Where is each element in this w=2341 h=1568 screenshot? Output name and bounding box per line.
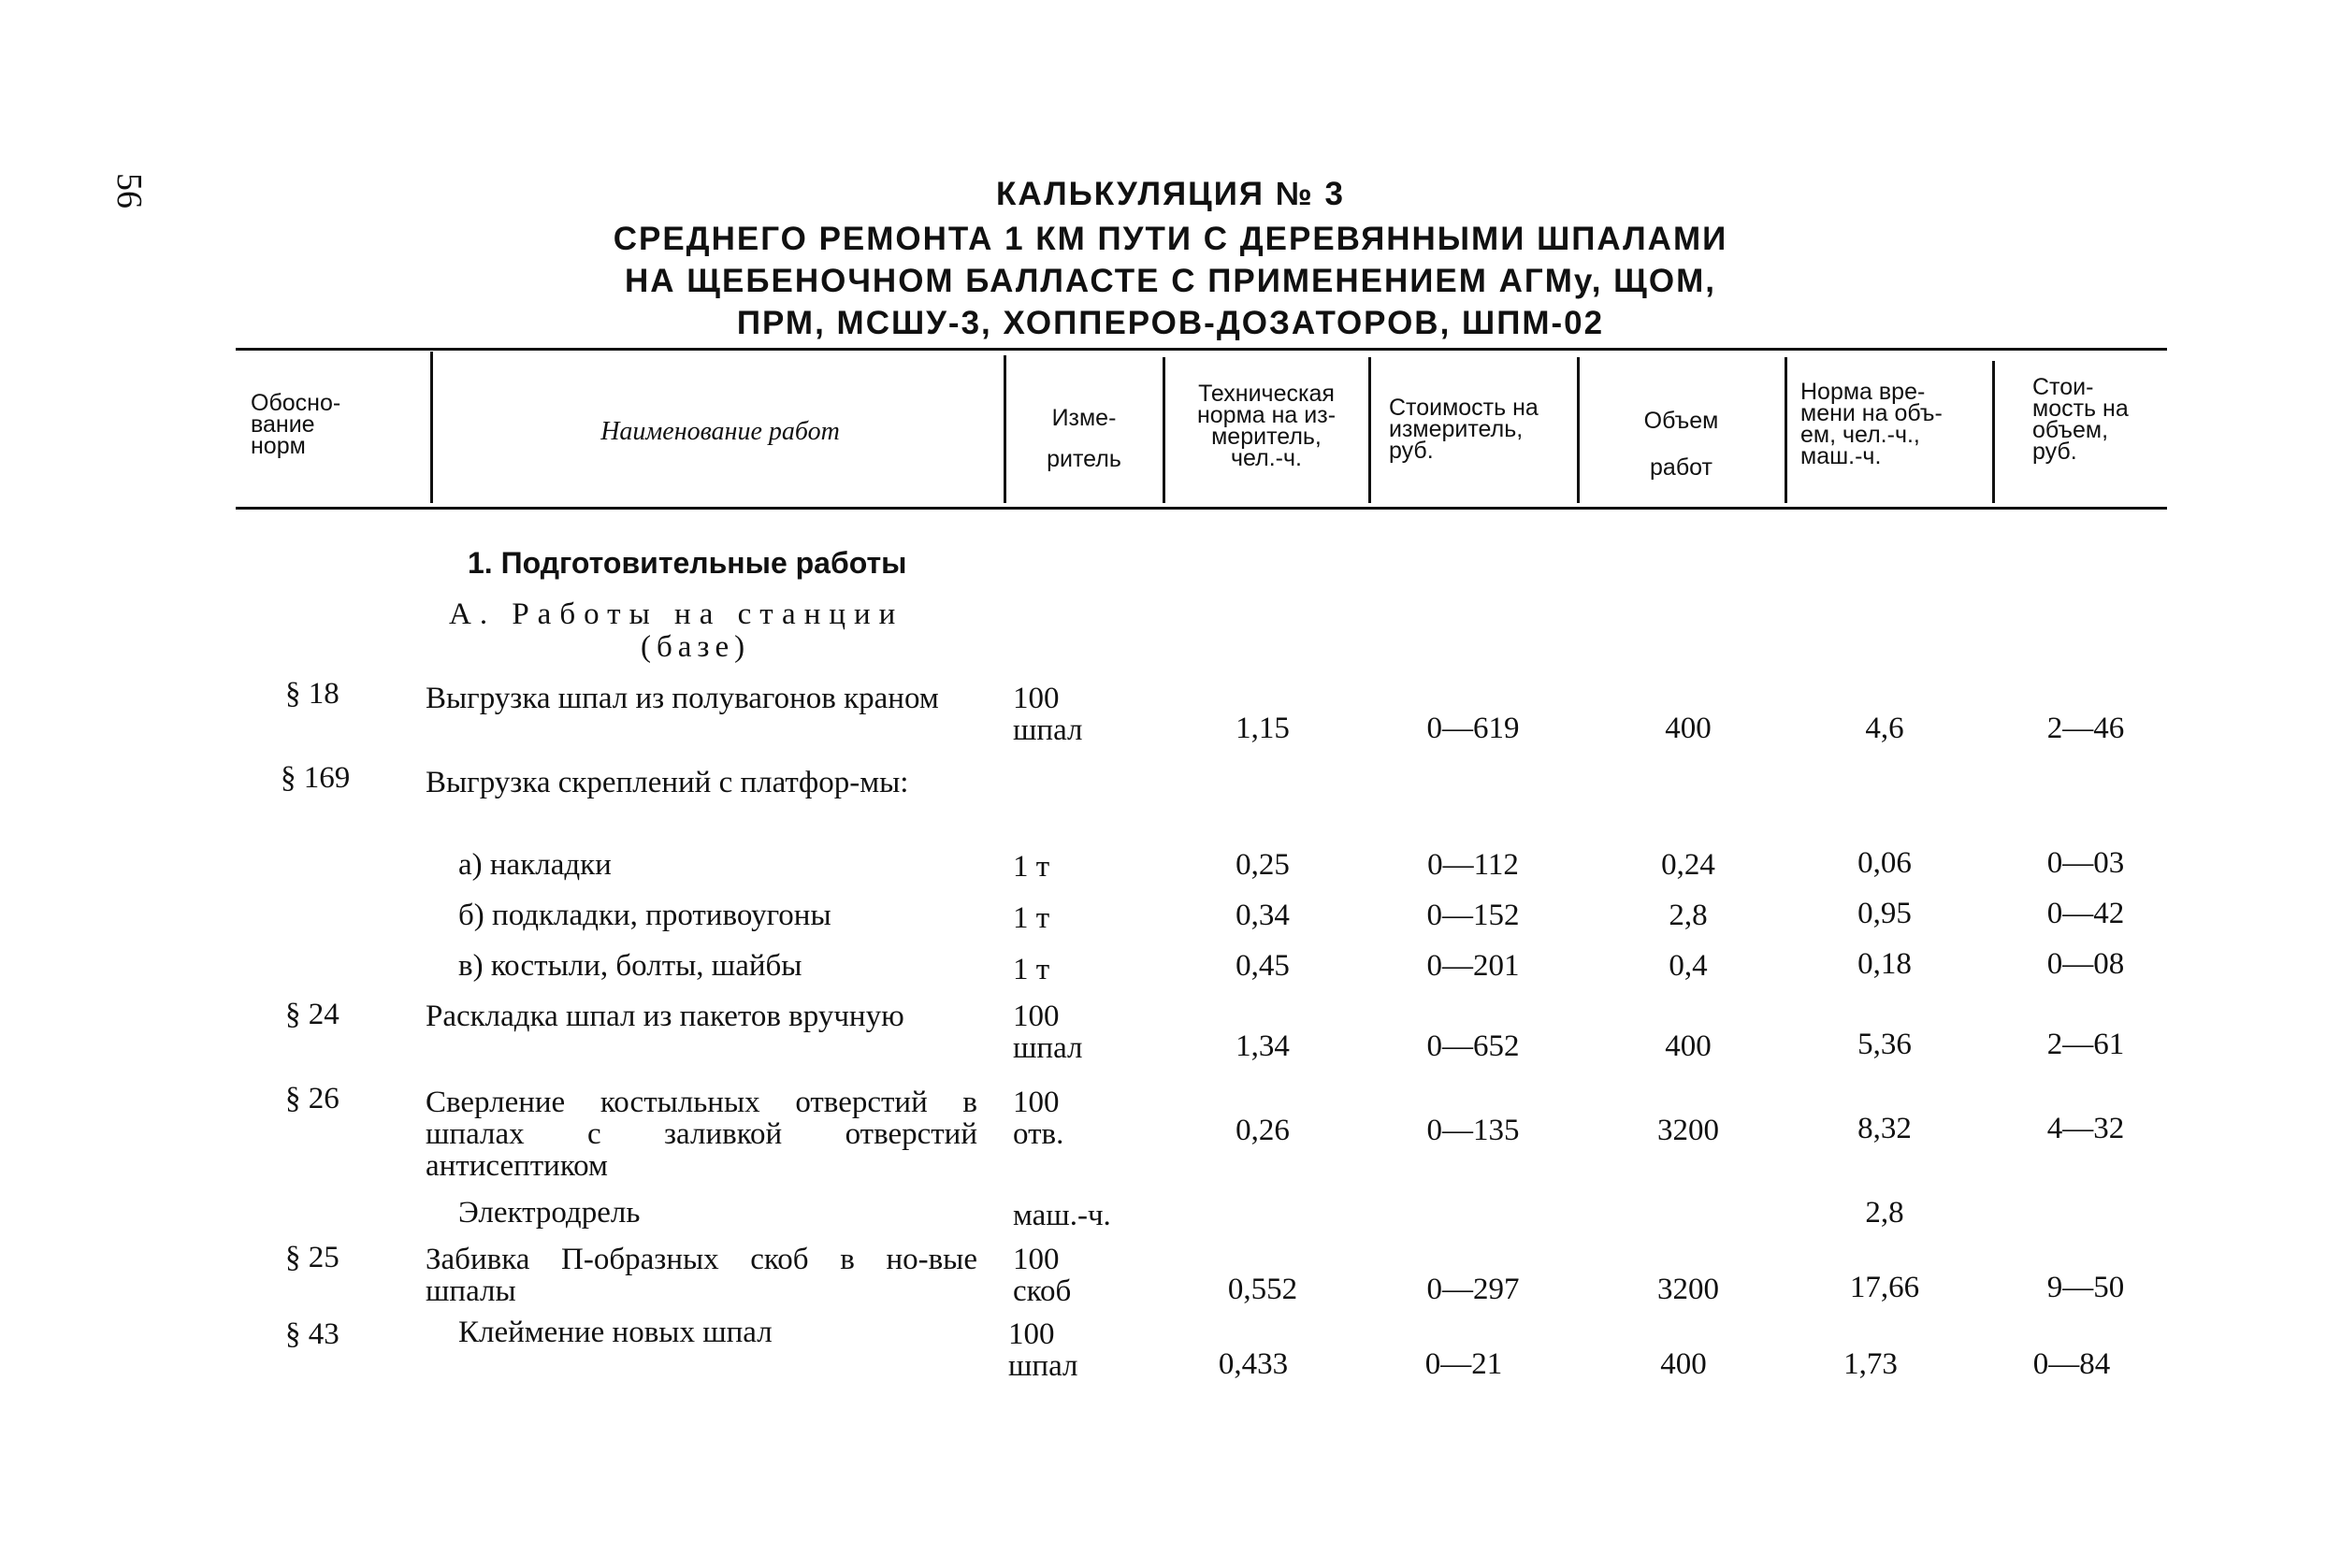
table-header-bottom-rule	[236, 507, 2167, 510]
document-title: КАЛЬКУЛЯЦИЯ № 3	[996, 176, 1345, 212]
row-time: 8,32	[1857, 1112, 1912, 1145]
row-total: 4—32	[2046, 1112, 2125, 1145]
row-cost: 0—112	[1427, 848, 1519, 882]
header-divider	[1368, 357, 1371, 503]
row-tech: 0,26	[1236, 1114, 1290, 1147]
row-tech: 0,433	[1218, 1347, 1289, 1381]
row-volume: 400	[1660, 1347, 1707, 1381]
row-work: Сверление костыльных отверстий в шпалах с заливкой отверстий антисептиком	[426, 1086, 977, 1183]
title-line-4: ПРМ, МСШУ-3, ХОППЕРОВ-ДОЗАТОРОВ, ШПМ-02	[736, 305, 1605, 341]
row-cost: 0—297	[1426, 1273, 1520, 1306]
row-total: 2—46	[2046, 712, 2125, 745]
row-tech: 1,34	[1236, 1029, 1290, 1063]
row-work: Выгрузка скреплений с платфор-мы:	[426, 766, 909, 799]
row-basis: § 18	[285, 677, 340, 711]
row-time: 2,8	[1865, 1196, 1904, 1230]
row-total: 0—84	[2032, 1347, 2111, 1381]
row-time: 5,36	[1857, 1028, 1912, 1061]
row-work: Электродрель	[458, 1196, 641, 1230]
row-unit: маш.-ч.	[1013, 1199, 1111, 1232]
header-basis: Обосно- вание норм	[251, 390, 341, 459]
row-work: Выгрузка шпал из полувагонов краном	[426, 682, 939, 715]
row-time: 4,6	[1865, 712, 1904, 745]
header-divider	[430, 352, 433, 503]
row-tech: 0,552	[1227, 1273, 1298, 1306]
row-total: 9—50	[2046, 1271, 2125, 1304]
row-unit: 100 шпал	[1008, 1317, 1078, 1383]
section-subheading-2: (базе)	[641, 630, 751, 664]
row-tech: 0,34	[1236, 899, 1290, 932]
row-basis: § 169	[281, 761, 351, 795]
row-unit: 1 т	[1013, 901, 1050, 935]
row-tech: 1,15	[1236, 712, 1290, 745]
section-heading: 1. Подготовительные работы	[468, 546, 907, 580]
row-total: 2—61	[2046, 1028, 2125, 1061]
row-time: 0,18	[1857, 947, 1912, 981]
header-time-norm: Норма вре- мени на объ- ем, чел.-ч., маш.-ч.	[1800, 379, 1943, 469]
row-total: 0—08	[2046, 947, 2125, 981]
row-time: 17,66	[1849, 1271, 1920, 1304]
row-cost: 0—21	[1424, 1347, 1503, 1381]
header-divider	[1004, 355, 1006, 503]
row-basis: § 26	[285, 1082, 340, 1115]
header-cost-volume: Стои- мость на объем, руб.	[2032, 374, 2129, 465]
row-work: в) костыли, болты, шайбы	[458, 949, 802, 983]
row-cost: 0—135	[1426, 1114, 1520, 1147]
row-basis: § 24	[285, 998, 340, 1031]
header-tech-norm: Техническая норма на из- меритель, чел.-ч.	[1196, 381, 1337, 471]
header-divider	[1992, 361, 1995, 503]
header-work-name: Наименование работ	[600, 417, 840, 446]
row-tech: 0,25	[1236, 848, 1290, 882]
row-cost: 0—201	[1426, 949, 1520, 983]
section-subheading: А. Работы на станции	[449, 597, 904, 631]
row-volume: 400	[1665, 1029, 1712, 1063]
header-cost-per-unit: Стоимость на измеритель, руб.	[1389, 395, 1539, 464]
row-work: Забивка П-образных скоб в но-вые шпалы	[426, 1243, 977, 1308]
page-number: 56	[109, 173, 149, 209]
row-total: 0—03	[2046, 846, 2125, 880]
row-volume: 0,24	[1661, 848, 1715, 882]
row-cost: 0—152	[1426, 899, 1520, 932]
row-time: 1,73	[1843, 1347, 1898, 1381]
row-unit: 1 т	[1013, 953, 1050, 986]
table-top-rule	[236, 348, 2167, 351]
title-line-3: НА ЩЕБЕНОЧНОМ БАЛЛАСТЕ С ПРИМЕНЕНИЕМ АГМу, ЩОМ,	[625, 263, 1716, 299]
row-unit: 100 скоб	[1013, 1243, 1072, 1308]
header-divider	[1163, 357, 1165, 503]
header-divider	[1577, 357, 1580, 503]
row-work: Клеймение новых шпал	[458, 1316, 773, 1349]
row-cost: 0—619	[1426, 712, 1520, 745]
title-line-2: СРЕДНЕГО РЕМОНТА 1 КМ ПУТИ С ДЕРЕВЯННЫМИ ШПАЛАМИ	[613, 221, 1728, 257]
header-volume: Объем работ	[1643, 408, 1719, 481]
row-total: 0—42	[2046, 897, 2125, 930]
row-time: 0,06	[1857, 846, 1912, 880]
row-volume: 3200	[1657, 1114, 1719, 1147]
header-divider	[1785, 357, 1787, 503]
row-volume: 0,4	[1669, 949, 1708, 983]
row-volume: 2,8	[1669, 899, 1708, 932]
row-basis: § 25	[285, 1241, 340, 1274]
header-unit: Изме- ритель	[1047, 405, 1121, 472]
row-work: а) накладки	[458, 848, 612, 882]
row-unit: 100 шпал	[1013, 682, 1083, 747]
row-time: 0,95	[1857, 897, 1912, 930]
row-work: Раскладка шпал из пакетов вручную	[426, 1000, 904, 1033]
row-tech: 0,45	[1236, 949, 1290, 983]
row-basis: § 43	[285, 1317, 340, 1351]
row-unit: 1 т	[1013, 850, 1050, 884]
row-volume: 3200	[1657, 1273, 1719, 1306]
row-unit: 100 шпал	[1013, 1000, 1083, 1065]
row-work: б) подкладки, противоугоны	[458, 899, 831, 932]
row-unit: 100 отв.	[1013, 1086, 1064, 1151]
row-volume: 400	[1665, 712, 1712, 745]
row-cost: 0—652	[1426, 1029, 1520, 1063]
